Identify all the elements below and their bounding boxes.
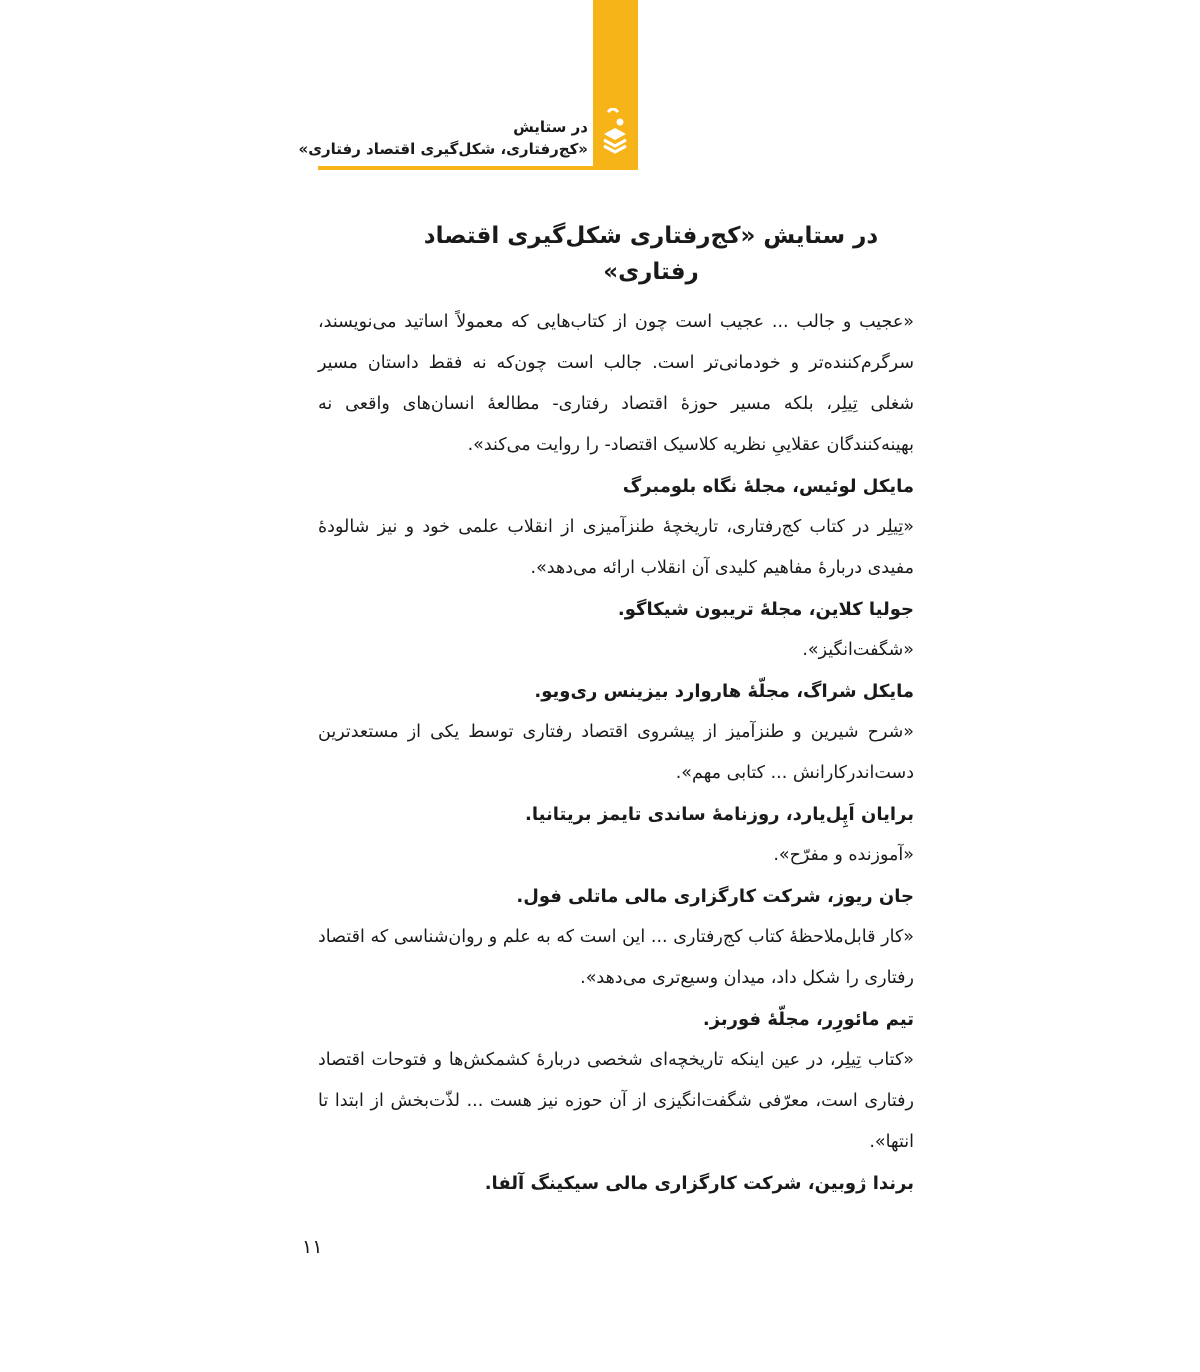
book-stack-icon: [598, 108, 632, 158]
quote-text: «شگفت‌انگیز».: [802, 640, 914, 660]
quote-text: «شرح شیرین و طنزآمیز از پیشروی اقتصاد رفتاری توسط یکی از مستعدترین دست‌اندرکارانش ... کتابی مهم».: [318, 722, 914, 783]
quote-text: «کتاب تِیلِر، در عین اینکه تاریخچه‌ای شخصی دربارهٔ کشمکش‌ها و فتوحات اقتصاد رفتاری است، معرّفی شگفت‌انگیزی از آن حوزه نیز هست ... لذّت‌بخش از ابتدا تا انتها».: [318, 1050, 914, 1152]
running-header: [299, 116, 588, 160]
header-underline: [318, 166, 638, 170]
quote-attribution: مایکل لوئیس، مجلهٔ نگاه بلومبرگ: [622, 476, 914, 497]
running-header-line1: در ستایش: [513, 118, 588, 136]
running-header-line2: «کج‌رفتاری، شکل‌گیری اقتصاد رفتاری»: [298, 140, 588, 158]
quote-attribution: برندا ژوبین، شرکت کارگزاری مالی سیکینگ آلفا.: [484, 1173, 914, 1194]
quote-text: «عجیب و جالب ... عجیب است چون از کتاب‌هایی که معمولاً اساتید می‌نویسند، سرگرم‌کننده‌تر و خودمانی‌تر است. جالب است چون‌که نه فقط داستان مسیر شغلی تِیلِر، بلکه مسیر حوزهٔ اقتصاد رفتاری- مطالعهٔ انسان‌های واقعی نه بهینه‌کنندگان عقلاییِ نظریه کلاسیک اقتصاد- را روایت می‌کند».: [318, 312, 914, 455]
quote-attribution: تیم مائورِر، مجلّهٔ فوربز.: [702, 1009, 914, 1030]
page-number: ۱۱: [302, 1236, 323, 1258]
quote-attribution: مایکل شراگ، مجلّهٔ هاروارد بیزینس ری‌ویو.: [534, 681, 914, 702]
quote-attribution: جان ریوز، شرکت کارگزاری مالی ماتلی فول.: [516, 886, 914, 907]
quote-attribution: برایان اَپِل‌یارد، روزنامهٔ ساندی تایمز بریتانیا.: [525, 804, 914, 825]
quote-attribution: جولیا کلاین، مجلهٔ تریبون شیکاگو.: [617, 599, 914, 620]
quote-text: «تِیلِر در کتاب کج‌رفتاری، تاریخچهٔ طنزآمیزی از انقلاب علمی خود و نیز شالودهٔ مفیدی دربارهٔ مفاهیم کلیدی آن انقلاب ارائه می‌دهد».: [318, 517, 914, 578]
quote-text: «کار قابل‌ملاحظهٔ کتاب کج‌رفتاری ... این است که به علم و روان‌شناسی که اقتصاد رفتاری را شکل داد، میدان وسیع‌تری می‌دهد».: [318, 927, 914, 988]
page-body: [318, 212, 914, 1204]
quote-text: «آموزنده و مفرّح».: [773, 845, 914, 865]
page-title: در ستایش «کج‌رفتاری شکل‌گیری اقتصاد رفتاری»: [423, 223, 879, 285]
